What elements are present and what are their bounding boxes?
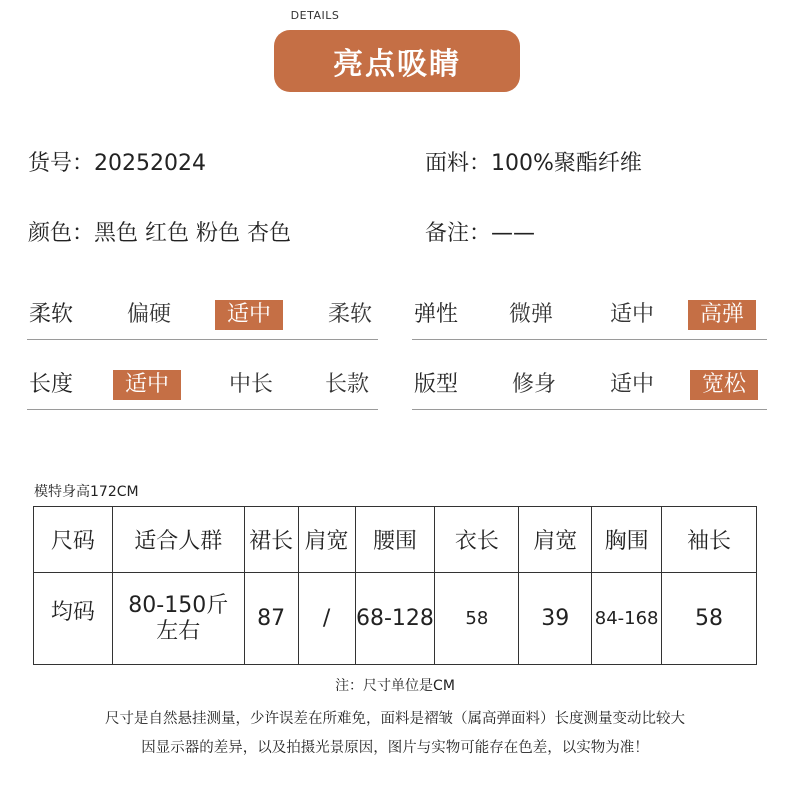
length-option-medium: 适中: [113, 370, 181, 400]
table-row: [34, 573, 757, 665]
suitable-weight: 80-150斤: [128, 592, 229, 618]
cell-skirt-length: 87: [244, 573, 298, 665]
size-table-header: [34, 507, 757, 573]
elasticity-option-medium: 适中: [610, 302, 655, 327]
header-size: 尺码: [34, 507, 113, 573]
header-skirt-length: 裙长: [244, 507, 298, 573]
softness-option-medium: 适中: [215, 300, 283, 330]
fabric-info: 面料：100%聚酯纤维: [425, 151, 642, 176]
elasticity-label: 弹性: [414, 302, 459, 327]
cell-sleeve-length: 58: [662, 573, 757, 665]
header-shoulder-width: 肩宽: [298, 507, 355, 573]
softness-label: 柔软: [29, 302, 74, 327]
cell-shoulder-width: /: [298, 573, 355, 665]
title-banner: 亮点吸睛: [274, 30, 520, 92]
cell-suitable-for: [112, 573, 244, 665]
softness-option-soft: 柔软: [328, 302, 373, 327]
cell-size: 均码: [34, 573, 113, 665]
unit-note: 注：尺寸单位是CM: [335, 678, 455, 694]
fit-option-loose: 宽松: [690, 370, 758, 400]
color-difference-note: 因显示器的差异，以及拍摄光景原因，图片与实物可能存在色差，以实物为准！: [141, 740, 649, 756]
model-height-note: 模特身高172CM: [34, 484, 139, 500]
fit-option-slim: 修身: [512, 372, 557, 397]
header-bust: 胸围: [592, 507, 662, 573]
remark-info: 备注：——: [425, 221, 536, 246]
header-shoulder-width-2: 肩宽: [519, 507, 592, 573]
header-top-length: 衣长: [435, 507, 519, 573]
elasticity-row: [412, 296, 767, 340]
fit-option-medium: 适中: [610, 372, 655, 397]
elasticity-option-slight: 微弹: [509, 302, 554, 327]
colors-info: 颜色：黑色 红色 粉色 杏色: [28, 221, 291, 246]
length-label: 长度: [29, 372, 74, 397]
softness-option-hard: 偏硬: [127, 302, 172, 327]
cell-shoulder-width-2: 39: [519, 573, 592, 665]
length-option-long: 长款: [325, 372, 370, 397]
header-suitable-for: 适合人群: [112, 507, 244, 573]
sku-info: 货号：20252024: [28, 151, 206, 176]
suitable-approx: 左右: [156, 618, 201, 644]
cell-top-length: 58: [435, 573, 519, 665]
length-row: [27, 366, 378, 410]
softness-row: [27, 296, 378, 340]
size-table: [33, 506, 757, 665]
fit-label: 版型: [414, 372, 459, 397]
measurement-note: 尺寸是自然悬挂测量，少许误差在所难免，面料是褶皱（属高弹面料）长度测量变动比较大: [105, 711, 685, 727]
cell-waist: 68-128: [355, 573, 435, 665]
fit-row: [412, 366, 767, 410]
details-label: DETAILS: [290, 9, 340, 22]
elasticity-option-high: 高弹: [688, 300, 756, 330]
header-waist: 腰围: [355, 507, 435, 573]
cell-bust: 84-168: [592, 573, 662, 665]
header-sleeve-length: 袖长: [662, 507, 757, 573]
length-option-midlength: 中长: [229, 372, 274, 397]
